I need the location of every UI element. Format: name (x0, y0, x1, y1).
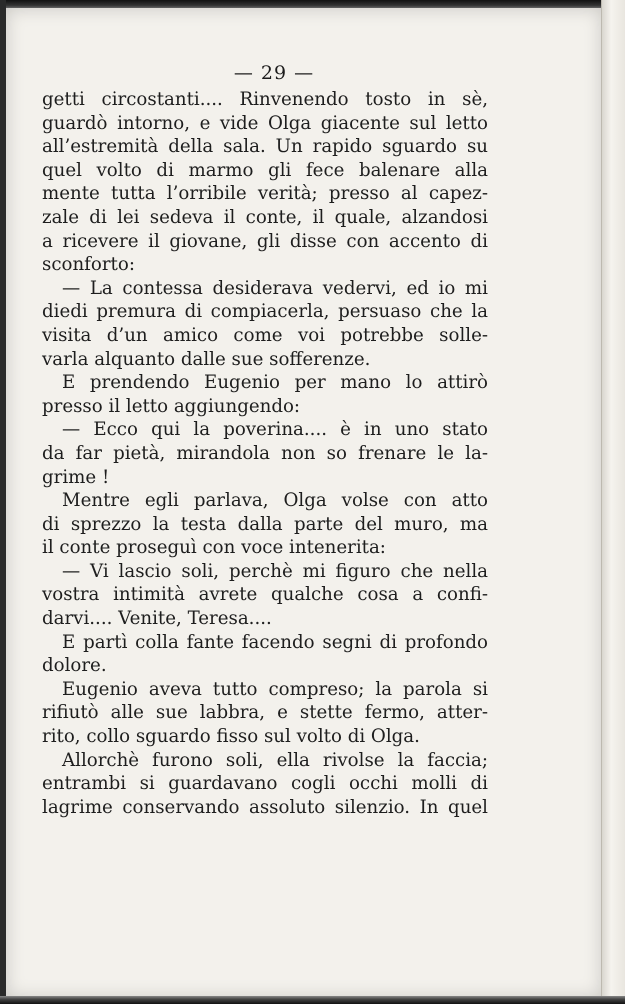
text-line: darvi.... Venite, Teresa.... (42, 608, 272, 630)
text-line: vostra intimità avrete qualche cosa a confi- (42, 584, 488, 606)
text-line: da far pietà, mirandola non so frenare le la- (42, 442, 488, 464)
text-line: Mentre egli parlava, Olga volse con atto (62, 490, 488, 512)
text-line: getti circostanti.... Rinvenendo tosto in sè, (42, 89, 488, 110)
text-line: lagrime conservando assoluto silenzio. In quel (42, 796, 488, 818)
text-line: Eugenio aveva tutto compreso; la parola si (62, 678, 488, 700)
text-line: Allorchè furono soli, ella rivolse la faccia; (62, 749, 488, 771)
text-line: diedi premura di compiacerla, persuaso che la (42, 301, 488, 323)
text-line: entrambi si guardavano cogli occhi molli di (42, 773, 488, 795)
text-line: visita d’un amico come voi potrebbe solle- (42, 324, 488, 346)
text-line: sconforto: (42, 254, 135, 276)
text-line: — Ecco qui la poverina.... è in uno stato (62, 419, 488, 441)
text-line: zale di lei sedeva il conte, il quale, alzandosi (42, 206, 488, 228)
body-text (42, 88, 488, 819)
text-line: mente tutta l’orribile verità; presso al capez- (42, 183, 488, 205)
text-line: — La contessa desiderava vedervi, ed io mi (62, 277, 488, 299)
text-line: di sprezzo la testa dalla parte del muro, ma (42, 513, 488, 535)
page-number: — 29 — (233, 62, 315, 84)
text-line: rito, collo sguardo fisso sul volto di Olga. (42, 726, 420, 748)
text-line: varla alquanto dalle sue sofferenze. (42, 348, 371, 370)
text-line: il conte proseguì con voce intenerita: (42, 537, 386, 559)
text-line: dolore. (42, 655, 107, 677)
text-line: guardò intorno, e vide Olga giacente sul letto (42, 112, 488, 134)
text-line: a ricevere il giovane, gli disse con accento di (42, 230, 488, 252)
text-line: — Vi lascio soli, perchè mi figuro che nella (62, 560, 488, 582)
book-spine-edge (601, 0, 625, 1004)
text-line: all’estremità della sala. Un rapido sguardo su (42, 136, 488, 158)
text-line: quel volto di marmo gli fece balenare alla (42, 159, 488, 181)
text-line: E prendendo Eugenio per mano lo attirò (62, 372, 488, 394)
text-line: presso il letto aggiungendo: (42, 395, 301, 417)
scan-bottom-edge (0, 996, 625, 1004)
text-line: grime ! (42, 466, 110, 488)
text-line: rifiutò alle sue labbra, e stette fermo, atter- (42, 702, 488, 724)
text-line: E partì colla fante facendo segni di profondo (62, 631, 488, 653)
